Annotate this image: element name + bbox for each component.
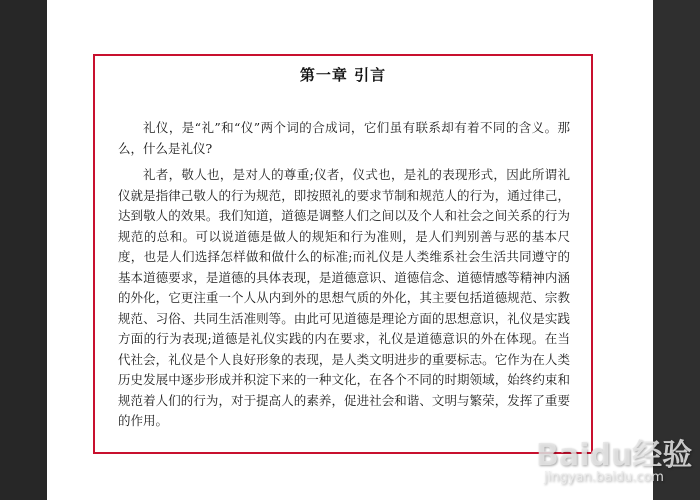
viewer-right-margin <box>653 0 700 500</box>
chapter-title: 第一章 引言 <box>299 66 387 84</box>
baidu-jingyan-watermark <box>520 430 693 494</box>
viewer-left-margin <box>0 0 47 500</box>
highlight-frame <box>93 54 593 454</box>
paragraph-intro: 礼仪，是“礼”和“仪”两个词的合成词，它们虽有联系却有着不同的含义。那么，什么是礼仪? <box>118 120 570 156</box>
watermark-logo: Baidu经验 <box>536 438 693 473</box>
document-page <box>47 0 653 500</box>
paragraph-definition: 礼者，敬人也，是对人的尊重;仪者，仪式也，是礼的表现形式，因此所谓礼仪就是指律己敬人的行为规范，即按照礼的要求节制和规范人的行为，通过律己，达到敬人的效果。我们知道，道德是调整人们之间以及个人和社会之间关系的行为规范的总和。可以说道德是做人的规矩和行为准则，是人们判别善与恶的基本尺度，也是人们选择怎样做和做什么的标准;而礼仪是人类维系社会生活共同遵守的基本道德要求，是道德的具体表现，是道德意识、道德信念、道德情感等精神内涵的外化，它更注重一个人从内到外的思想气质的外化，其主要包括道德规范、宗教规范、习俗、共同生活准则等。由此可见道德是理论方面的思想意识，礼仪是实践方面的行为表现;道德是礼仪实践的内在要求，礼仪是道德意识的外在体现。在当代社会，礼仪是个人良好形象的表现，是人类文明进步的重要标志。它作为在人类历史发展中逐步形成并积淀下来的一种文化，在各个不同的时期领域，始终约束和规范着人们的行为，对于提高人的素养，促进社会和谐、文明与繁荣，发挥了重要的作用。 <box>118 167 570 428</box>
chapter-body <box>118 118 570 438</box>
watermark-url: jingyan.baidu.com <box>544 470 664 485</box>
